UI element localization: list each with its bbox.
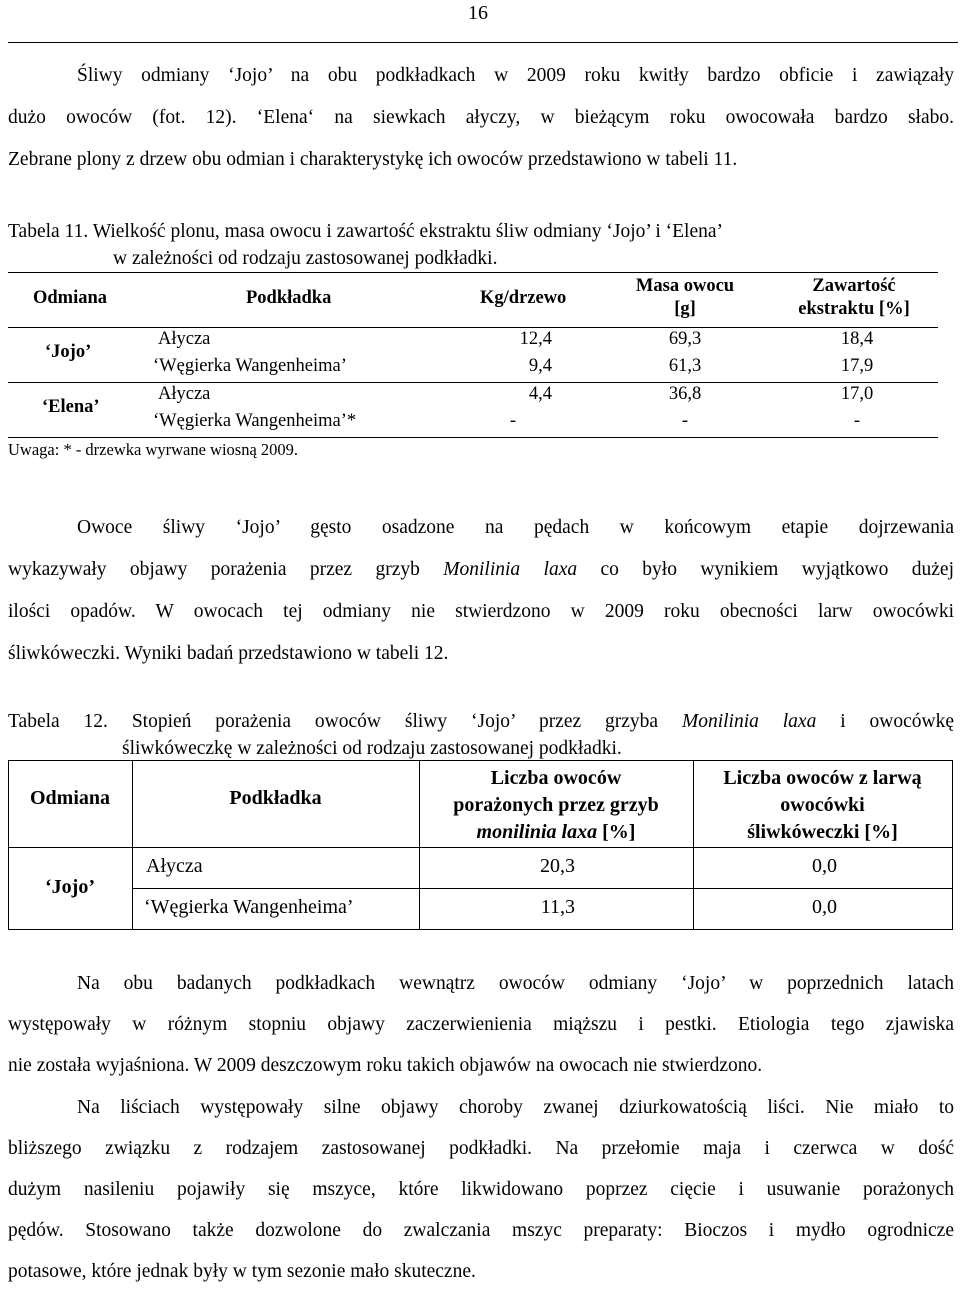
table12-rule	[8, 847, 953, 848]
final-p2-line-2: bliższego związku z rodzajem zastosowanej podkładki. Na przełomie maja i czerwca w dość	[8, 1138, 954, 1159]
table12-rule	[132, 888, 953, 889]
table11-yield: -	[509, 411, 517, 431]
table11-header-rootstock: Podkładka	[246, 288, 332, 308]
table11-yield: 4,4	[528, 384, 552, 404]
table12-rootstock: ‘Węgierka Wangenheima’	[144, 896, 354, 918]
final-paragraph-2	[8, 1087, 954, 1292]
table12-header-larva-l3: śliwkóweczki [%]	[747, 821, 898, 843]
table12-header-larva-l2: owocówki	[780, 794, 865, 816]
middle-line-4: śliwkóweczki. Wyniki badań przedstawiono w tabeli 12.	[8, 643, 449, 664]
table11-rootstock: Ałycza	[158, 329, 211, 349]
final-p2-line-1: Na liściach występowały silne objawy choroby zwanej dziurkowatością liści. Nie miało to	[77, 1097, 954, 1118]
table11-caption-line2: w zależności od rodzaju zastosowanej podkładki.	[113, 248, 498, 269]
final-p1-line-2: występowały w różnym stopniu objawy zaczerwienienia miąższu i pestki. Etiologia tego zjawiska	[8, 1014, 954, 1035]
table12-rule	[132, 760, 133, 929]
table11-header-mass-l1: Masa owocu	[635, 276, 735, 296]
table12-caption-italic: Monilinia laxa	[681, 711, 817, 732]
table12-larva: 0,0	[812, 855, 837, 877]
middle-line-1: Owoce śliwy ‘Jojo’ gęsto osadzone na pędach w końcowym etapie dojrzewania	[77, 517, 954, 538]
final-p2-line-4: pędów. Stosowano także dozwolone do zwalczania mszyc preparaty: Bioczos i mydło ogrodnicze	[8, 1220, 954, 1241]
table11-extract: -	[853, 411, 861, 431]
table12-caption-prefix: Tabela 12. Stopień porażenia owoców śliwy ‘Jojo’ przez grzyba	[8, 711, 682, 732]
table11-yield: 12,4	[519, 329, 552, 349]
intro-line-1: Śliwy odmiany ‘Jojo’ na obu podkładkach w 2009 roku kwitły bardzo obficie i zawiązały	[77, 65, 954, 86]
middle-line-2-end: co było wynikiem wyjątkowo dużej	[577, 559, 954, 580]
table12-caption-line1	[8, 708, 954, 735]
table11-rootstock: ‘Węgierka Wangenheima’	[153, 356, 347, 376]
header-rule	[8, 42, 958, 43]
table11-header-extract-l1: Zawartość	[812, 276, 896, 296]
table11-bottom-rule	[8, 437, 938, 438]
table11-variety-elena: ‘Elena’	[42, 397, 100, 417]
final-p1-line-3: nie została wyjaśniona. W 2009 deszczowym roku takich objawów na owocach nie stwierdzono.	[8, 1055, 763, 1076]
page-number: 16	[468, 2, 488, 24]
table12-rule	[8, 760, 9, 929]
middle-line-2	[8, 549, 954, 591]
table11-note: Uwaga: * - drzewka wyrwane wiosną 2009.	[8, 440, 299, 459]
table12-larva: 0,0	[812, 896, 837, 918]
table11-header-extract	[778, 276, 930, 320]
table12-rule	[8, 760, 953, 761]
table11-header-extract-l2: ekstraktu [%]	[798, 299, 910, 319]
table12-infected: 11,3	[540, 896, 575, 918]
table12-header-infected-l2: porażonych przez grzyb	[453, 794, 659, 816]
table11-header-mass-l2: [g]	[674, 299, 696, 319]
middle-line-3: ilości opadów. W owocach tej odmiany nie stwierdzono w 2009 roku obecności larw owocówki	[8, 601, 954, 622]
middle-paragraph	[8, 507, 954, 675]
table11-header-mass	[615, 276, 755, 320]
table12-variety-jojo: ‘Jojo’	[45, 876, 95, 898]
table12-header-infected-l3: monilinia laxa	[476, 821, 598, 843]
final-p1-line-1: Na obu badanych podkładkach wewnątrz owoców odmiany ‘Jojo’ w poprzednich latach	[77, 973, 954, 994]
table11-rootstock: ‘Węgierka Wangenheima’*	[153, 411, 357, 431]
table12-rootstock: Ałycza	[146, 855, 203, 877]
final-p2-line-5: potasowe, które jednak były w tym sezonie mało skuteczne.	[8, 1261, 476, 1282]
table11-extract: 17,9	[840, 356, 874, 376]
middle-line-2-start: wykazywały objawy porażenia przez grzyb	[8, 559, 444, 580]
table12-header-infected-unit: [%]	[597, 821, 636, 843]
final-p2-line-3: dużym nasileniu pojawiły się mszyce, które likwidowano poprzez cięcie i usuwanie porażonych	[8, 1179, 954, 1200]
table12-rule	[8, 929, 953, 930]
table11-rootstock: Ałycza	[158, 384, 211, 404]
monilinia-laxa-term: Monilinia laxa	[443, 559, 578, 580]
table12-header-rootstock: Podkładka	[229, 787, 322, 809]
table11-header-yield: Kg/drzewo	[480, 288, 567, 308]
table11-extract: 17,0	[840, 384, 874, 404]
table11-variety-jojo: ‘Jojo’	[45, 342, 92, 362]
table11-mass: 61,3	[668, 356, 702, 376]
table12-caption-line2: śliwkóweczkę w zależności od rodzaju zastosowanej podkładki.	[122, 738, 622, 759]
table11-top-rule	[8, 272, 938, 273]
table11-mass: -	[681, 411, 689, 431]
table12-rule	[952, 760, 953, 929]
table11-caption-line1: Tabela 11. Wielkość plonu, masa owocu i zawartość ekstraktu śliw odmiany ‘Jojo’ i ‘Elena’	[8, 221, 723, 242]
table11-extract: 18,4	[840, 329, 874, 349]
table11-group-rule	[8, 382, 938, 383]
table12-header-infected-l1: Liczba owoców	[490, 767, 622, 789]
table12-header-larva	[693, 765, 952, 846]
table12-infected: 20,3	[540, 855, 575, 877]
table12-header-infected	[419, 765, 693, 846]
final-paragraph-1	[8, 963, 954, 1086]
table11-mass: 69,3	[668, 329, 702, 349]
intro-line-3: Zebrane plony z drzew obu odmian i charakterystykę ich owoców przedstawiono w tabeli 11.	[8, 149, 738, 170]
table12-header-variety: Odmiana	[29, 787, 111, 809]
intro-line-2: dużo owoców (fot. 12). ‘Elena‘ na siewkach ałyczy, w bieżącym roku owocowała bardzo słabo.	[8, 107, 954, 128]
table12-caption-suffix: i owocówkę	[816, 711, 954, 732]
table11-header-variety: Odmiana	[33, 288, 108, 308]
intro-paragraph	[8, 55, 954, 181]
table11-mass: 36,8	[668, 384, 702, 404]
table11-yield: 9,4	[528, 356, 552, 376]
table11-header-rule	[8, 327, 938, 328]
table12-header-larva-l1: Liczba owoców z larwą	[723, 767, 922, 789]
